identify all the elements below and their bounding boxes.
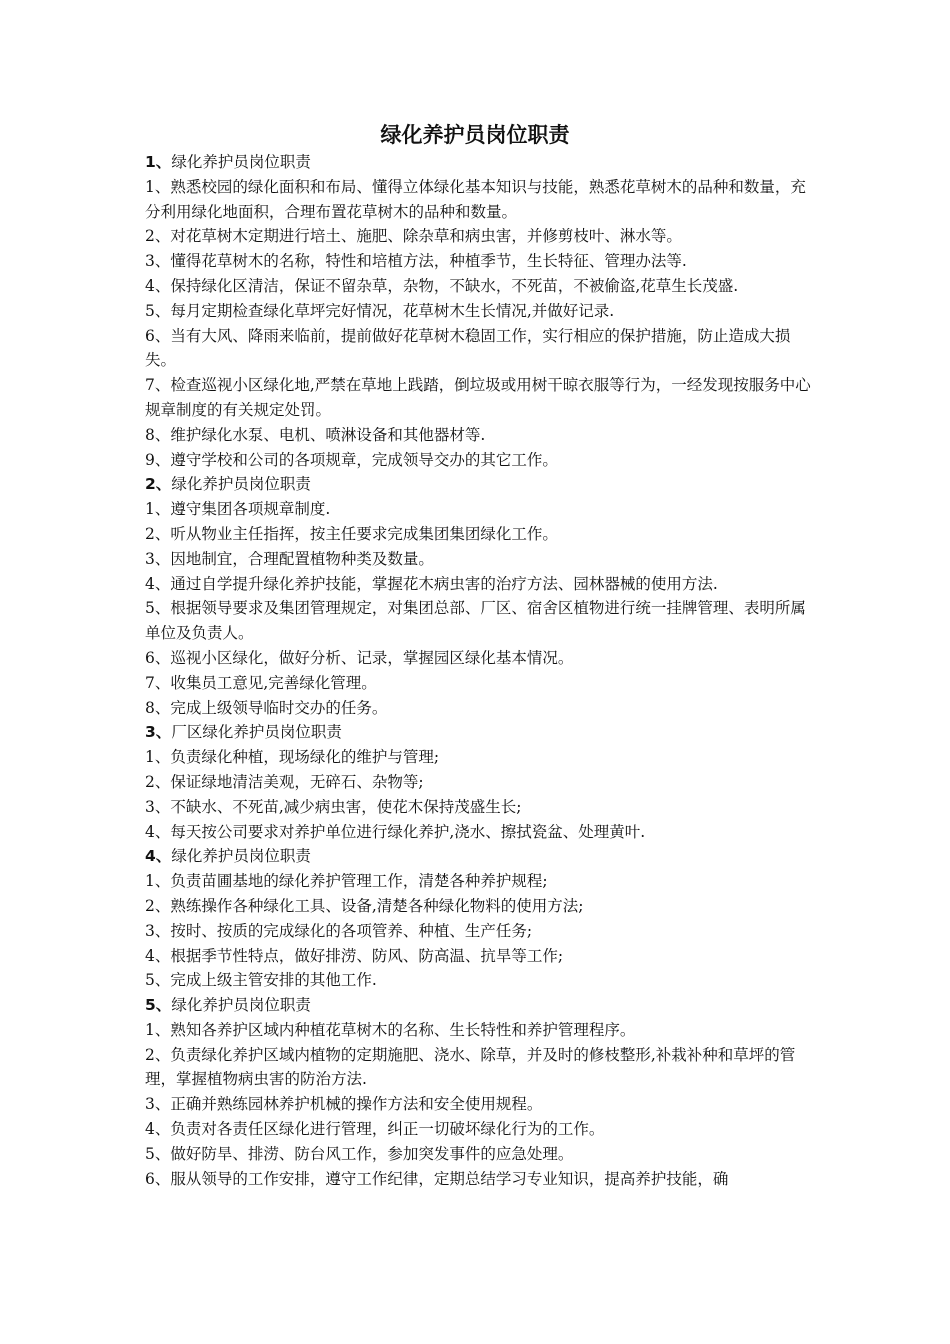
section-number-separator: 、 — [155, 153, 172, 171]
duty-item: 5、完成上级主管安排的其他工作. — [145, 971, 377, 990]
section-heading — [145, 472, 820, 497]
section-heading — [145, 993, 820, 1018]
duty-item: 7、收集员工意见,完善绿化管理。 — [145, 673, 377, 692]
duty-item: 1、熟知各养护区域内种植花草树木的名称、生长特性和养护管理程序。 — [145, 1020, 636, 1039]
duty-item: 4、负责对各责任区绿化进行管理，纠正一切破坏绿化行为的工作。 — [145, 1120, 605, 1139]
duty-item: 8、完成上级领导临时交办的任务。 — [145, 698, 388, 717]
duty-item: 6、巡视小区绿化，做好分析、记录，掌握园区绿化基本情况。 — [145, 648, 574, 667]
duty-item: 2、听从物业主任指挥，按主任要求完成集团集团绿化工作。 — [145, 524, 558, 543]
duty-item: 1、熟悉校园的绿化面积和布局、懂得立体绿化基本知识与技能，熟悉花草树木的品种和数量，充分利用绿化地面积，合理布置花草树木的品种和数量。 — [145, 177, 806, 221]
section-number-separator: 、 — [155, 847, 172, 866]
section-number: 1 — [145, 153, 156, 171]
duty-item: 3、懂得花草树木的名称，特性和培植方法，种植季节，生长特征、管理办法等. — [145, 252, 687, 271]
section-number: 5 — [145, 996, 156, 1015]
duty-item: 3、不缺水、不死苗,减少病虫害，使花木保持茂盛生长; — [145, 797, 522, 816]
duty-item: 1、负责绿化种植，现场绿化的维护与管理; — [145, 748, 440, 767]
duty-item: 6、当有大风、降雨来临前，提前做好花草树木稳固工作，实行相应的保护措施，防止造成大损失。 — [145, 326, 791, 370]
section-heading-text: 绿化养护员岗位职责 — [171, 153, 311, 171]
duty-item: 4、通过自学提升绿化养护技能，掌握花木病虫害的治疗方法、园林器械的使用方法. — [145, 574, 718, 593]
duty-item: 7、检查巡视小区绿化地,严禁在草地上践踏，倒垃圾或用树干晾衣服等行为，一经发现按服务中心规章制度的有关规定处罚。 — [145, 376, 811, 419]
section-number: 4 — [145, 847, 156, 866]
section-number-separator: 、 — [155, 723, 172, 742]
section-heading-text: 绿化养护员岗位职责 — [171, 996, 311, 1015]
duty-item: 3、正确并熟练园林养护机械的操作方法和安全使用规程。 — [145, 1095, 543, 1114]
duty-item: 2、对花草树木定期进行培土、施肥、除杂草和病虫害，并修剪枝叶、淋水等。 — [145, 227, 682, 246]
document-title: 绿化养护员岗位职责 — [380, 123, 570, 147]
section-number-separator: 、 — [155, 996, 172, 1015]
section-heading — [145, 150, 820, 175]
section-heading — [145, 720, 820, 745]
duty-item: 8、维护绿化水泵、电机、喷淋设备和其他器材等. — [145, 425, 486, 444]
duty-item: 4、根据季节性特点，做好排涝、防风、防高温、抗旱等工作; — [145, 946, 564, 965]
duty-item: 3、按时、按质的完成绿化的各项管养、种植、生产任务; — [145, 921, 533, 940]
duty-item: 5、根据领导要求及集团管理规定，对集团总部、厂区、宿舍区植物进行统一挂牌管理、表明所属单位及负责人。 — [145, 599, 806, 643]
duty-item: 9、遵守学校和公司的各项规章，完成领导交办的其它工作。 — [145, 450, 558, 469]
duty-item: 3、因地制宜，合理配置植物种类及数量。 — [145, 549, 434, 568]
duty-item: 1、遵守集团各项规章制度. — [145, 500, 331, 519]
document-body — [145, 150, 820, 1191]
section-heading — [145, 844, 820, 869]
duty-item: 4、保持绿化区清洁，保证不留杂草，杂物，不缺水，不死苗，不被偷盗,花草生长茂盛. — [145, 276, 739, 295]
section-number: 3 — [145, 723, 156, 742]
duty-item: 1、负责苗圃基地的绿化养护管理工作，清楚各种养护规程; — [145, 872, 548, 891]
section-number: 2 — [145, 475, 156, 494]
section-number-separator: 、 — [155, 475, 172, 494]
section-heading-text: 绿化养护员岗位职责 — [171, 847, 311, 866]
duty-item: 2、保证绿地清洁美观，无碎石、杂物等; — [145, 772, 424, 791]
duty-item: 5、每月定期检查绿化草坪完好情况，花草树木生长情况,并做好记录. — [145, 301, 615, 320]
duty-item: 4、每天按公司要求对养护单位进行绿化养护,浇水、擦拭瓷盆、处理黄叶. — [145, 822, 646, 841]
duty-item: 2、负责绿化养护区域内植物的定期施肥、浇水、除草，并及时的修枝整形,补栽补种和草坪的管理，掌握植物病虫害的防治方法. — [145, 1045, 796, 1089]
duty-item: 5、做好防旱、排涝、防台风工作，参加突发事件的应急处理。 — [145, 1144, 574, 1163]
section-heading-text: 厂区绿化养护员岗位职责 — [171, 723, 342, 742]
duty-item: 6、服从领导的工作安排，遵守工作纪律，定期总结学习专业知识，提高养护技能，确 — [145, 1169, 729, 1188]
section-heading-text: 绿化养护员岗位职责 — [171, 475, 311, 494]
duty-item: 2、熟练操作各种绿化工具、设备,清楚各种绿化物料的使用方法; — [145, 896, 584, 915]
